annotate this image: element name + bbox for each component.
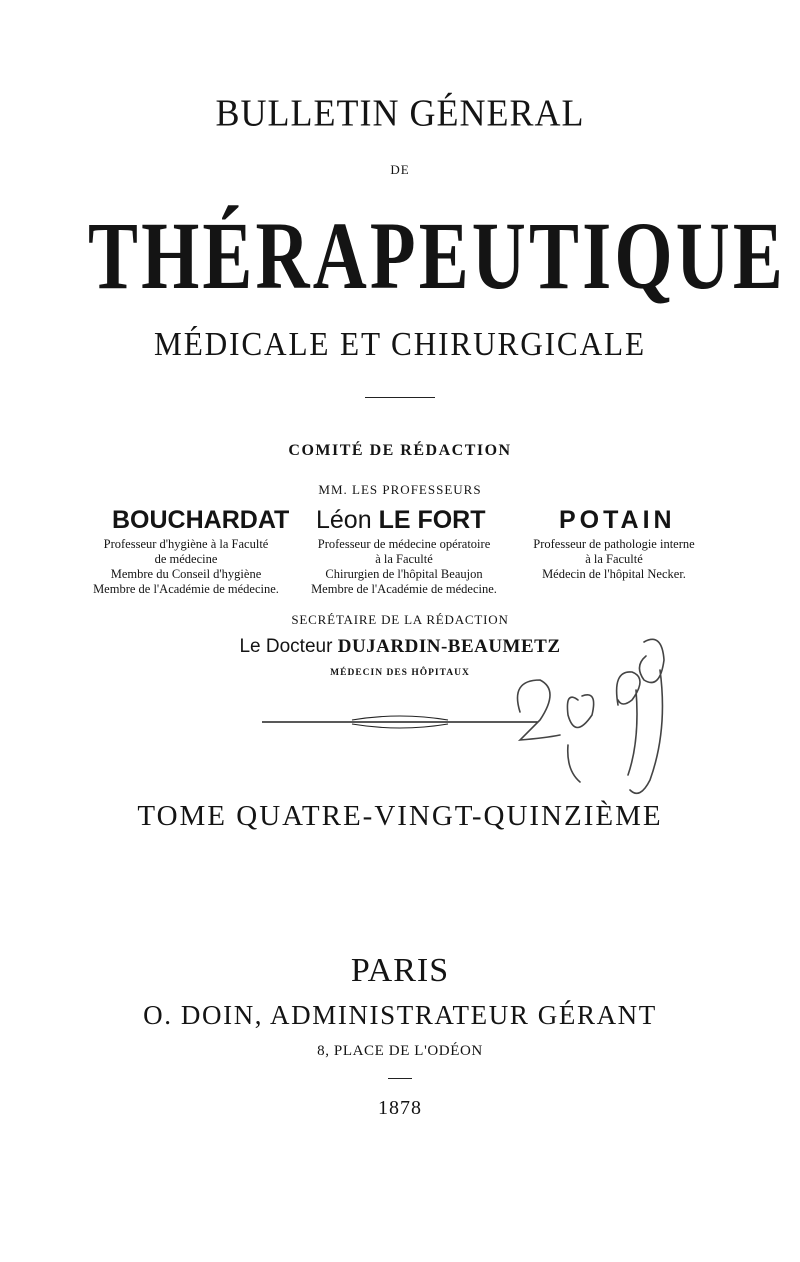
member-title-line: à la Faculté <box>375 552 433 566</box>
publisher-name: O. DOIN, ADMINISTRATEUR GÉRANT <box>143 1000 657 1030</box>
title-line-medicale: MÉDICALE ET CHIRURGICALE <box>154 326 646 363</box>
committee-heading: COMITÉ DE RÉDACTION <box>288 442 512 459</box>
member-title-line: Professeur de pathologie interne <box>533 537 695 551</box>
publication-year: 1878 <box>378 1097 422 1119</box>
member-name-bouchardat: BOUCHARDAT <box>112 506 290 534</box>
publisher-address: 8, PLACE DE L'ODÉON <box>317 1043 483 1059</box>
member-title-line: Membre du Conseil d'hygiène <box>110 567 262 581</box>
volume-line: TOME QUATRE-VINGT-QUINZIÈME <box>137 800 663 832</box>
publisher-city: PARIS <box>350 952 450 989</box>
member-title-line: Médecin de l'hôpital Necker. <box>542 567 686 581</box>
committee-subheading: MM. LES PROFESSEURS <box>318 482 482 497</box>
divider-rule-small <box>388 1078 412 1079</box>
member-last-name: LE FORT <box>378 506 486 534</box>
member-title-line: Professeur d'hygiène à la Faculté <box>103 537 269 551</box>
secretary-heading: SECRÉTAIRE DE LA RÉDACTION <box>291 612 509 627</box>
member-title-line: Professeur de médecine opératoire <box>317 537 491 551</box>
member-title-line: de médecine <box>154 552 218 566</box>
member-first-name: Léon <box>316 506 372 534</box>
ornamental-rule <box>262 716 538 728</box>
secretary-name: DUJARDIN-BEAUMETZ <box>337 636 561 657</box>
member-title-line: Membre de l'Académie de médecine. <box>93 582 279 596</box>
title-line-de: DE <box>390 162 410 177</box>
member-name-potain: POTAIN <box>559 506 676 534</box>
secretary-prefix: Le Docteur <box>239 636 333 657</box>
pencil-annotation <box>518 639 665 793</box>
member-title-line: à la Faculté <box>585 552 643 566</box>
member-title-line: Membre de l'Académie de médecine. <box>311 582 497 596</box>
secretary-role: MÉDECIN DES HÔPITAUX <box>330 668 470 678</box>
member-title-line: Chirurgien de l'hôpital Beaujon <box>325 567 483 581</box>
title-line-therapeutique: THÉRAPEUTIQUE <box>88 202 786 309</box>
title-line-bulletin: BULLETIN GÉNERAL <box>215 92 585 134</box>
